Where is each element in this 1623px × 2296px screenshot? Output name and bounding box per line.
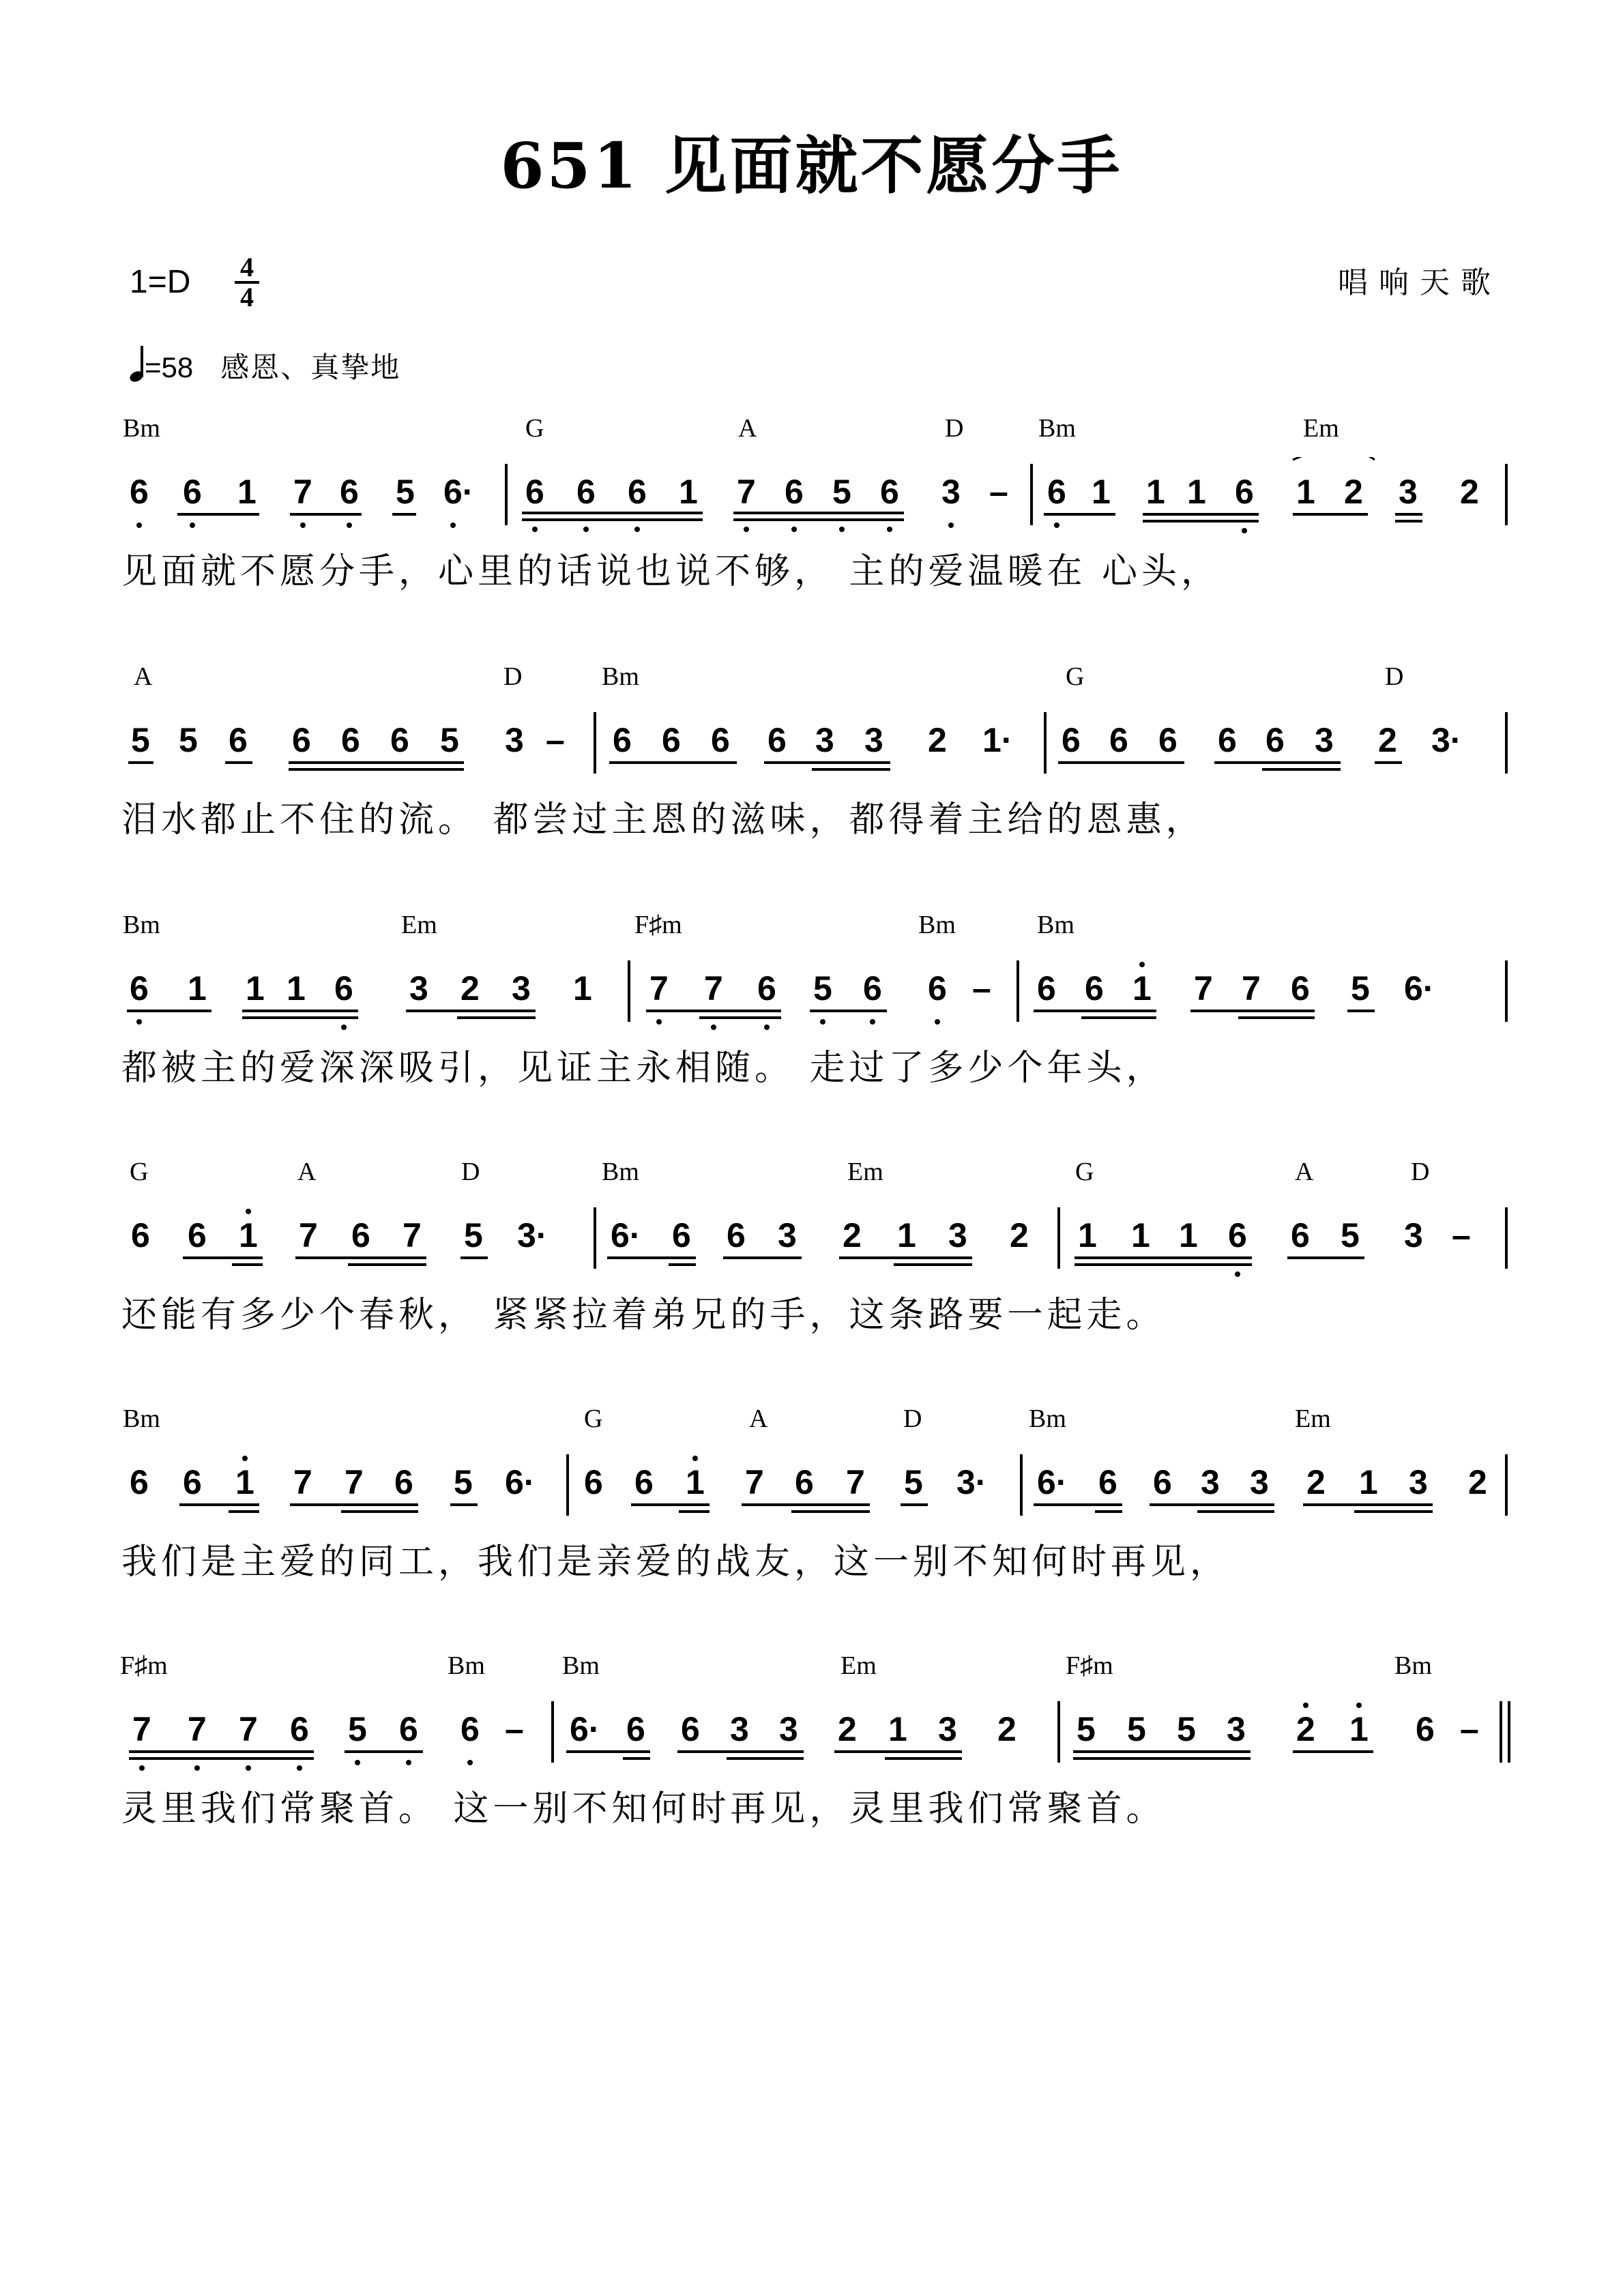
svg-text:6: 6 [183,473,202,511]
chord-label: Em [1295,1404,1331,1433]
svg-text:1: 1 [1092,473,1111,511]
chord-label: A [297,1158,317,1186]
svg-text:3: 3 [512,969,531,1007]
lyric-line: 都被主的爱深深吸引，见证主永相随。 走过了多少个年头， [121,1048,1166,1089]
svg-text:–: – [546,721,565,759]
svg-text:6: 6 [795,1463,814,1501]
svg-text:1·: 1· [982,721,1013,759]
chord-label: A [738,414,757,443]
svg-text:1: 1 [1296,473,1315,511]
measure-3-notes [1073,1703,1479,1758]
measure-3-notes [1058,721,1461,769]
svg-text:1: 1 [888,1710,907,1748]
svg-text:7: 7 [345,1463,364,1501]
svg-text:1: 1 [1146,473,1165,511]
svg-text:2: 2 [1306,1463,1326,1501]
chord-label: G [525,414,544,443]
svg-text:6: 6 [672,1216,691,1254]
svg-text:2: 2 [928,721,947,759]
svg-text:7: 7 [1242,969,1261,1007]
measure-2-notes [609,721,1012,769]
chord-label: F♯m [634,911,682,939]
chord-label: Bm [448,1651,485,1680]
chord-label: F♯m [120,1651,168,1680]
svg-text:1: 1 [287,969,306,1007]
svg-text:7: 7 [239,1710,258,1748]
svg-text:6: 6 [711,721,730,759]
chord-label: G [584,1404,603,1433]
svg-text:5: 5 [179,721,198,759]
svg-text:1: 1 [1187,473,1206,511]
svg-text:6: 6 [399,1710,418,1748]
svg-text:1: 1 [679,473,698,511]
svg-text:6: 6 [334,969,353,1007]
chord-label: D [903,1404,922,1433]
svg-text:6: 6 [1218,721,1237,759]
svg-text:2: 2 [460,969,480,1007]
lyric-line: 泪水都止不住的流。 都尝过主恩的滋味，都得着主给的恩惠， [121,799,1205,840]
measure-1-notes [129,1710,524,1771]
chord-label: D [1385,662,1404,691]
svg-text:6: 6 [626,1710,645,1748]
svg-text:6: 6 [1109,721,1128,759]
svg-text:3: 3 [779,1710,798,1748]
measure-1-notes [127,969,592,1030]
svg-text:3: 3 [1315,721,1334,759]
chord-label: Bm [602,662,639,691]
svg-text:6: 6 [290,1710,309,1748]
svg-text:3·: 3· [956,1463,987,1501]
chord-label: G [130,1158,149,1186]
svg-text:6: 6 [928,969,947,1007]
svg-text:6: 6 [525,473,544,511]
chord-label: Bm [1038,414,1076,443]
svg-text:3: 3 [1404,1216,1423,1254]
svg-text:6: 6 [1062,721,1081,759]
measure-1-notes [131,1209,547,1265]
svg-text:6: 6 [1228,1216,1247,1254]
svg-text:6·: 6· [611,1216,641,1254]
svg-text:2: 2 [1344,473,1363,511]
chord-label: A [134,662,153,691]
measure-1-notes [128,721,565,769]
svg-text:6: 6 [634,1463,654,1501]
svg-text:6: 6 [662,721,681,759]
svg-text:2: 2 [1378,721,1397,759]
svg-text:7: 7 [737,473,756,511]
svg-text:5: 5 [1177,1710,1196,1748]
svg-text:6: 6 [188,1216,207,1254]
svg-text:6: 6 [1235,473,1254,511]
svg-text:5: 5 [348,1710,367,1748]
svg-text:2: 2 [1010,1216,1029,1254]
svg-text:3: 3 [938,1710,957,1748]
svg-text:–: – [505,1710,524,1748]
svg-text:1: 1 [1359,1463,1378,1501]
svg-text:6: 6 [584,1463,603,1501]
svg-text:3: 3 [815,721,834,759]
chord-label: Bm [1037,911,1074,939]
svg-text:6: 6 [1266,721,1285,759]
svg-text:5: 5 [396,473,415,511]
measure-2-notes [584,1456,986,1512]
svg-text:3·: 3· [517,1216,548,1254]
time-signature-bottom: 4 [240,282,254,312]
svg-text:2: 2 [997,1710,1017,1748]
chord-label: Bm [1394,1651,1432,1680]
svg-text:5: 5 [1127,1710,1146,1748]
measure-2-notes [566,1710,1017,1758]
svg-text:1: 1 [1131,1216,1150,1254]
measure-3-notes [1034,962,1434,1018]
svg-text:6: 6 [785,473,804,511]
lyric-line: 见面就不愿分手，心里的话说也说不够， 主的爱温暖在 心头， [121,551,1221,592]
svg-text:6: 6 [1037,969,1056,1007]
svg-text:7: 7 [299,1216,318,1254]
tempo-bpm: =58 [145,351,194,383]
quarter-note-icon [130,346,145,381]
svg-text:6: 6 [390,721,409,759]
chord-label: D [945,414,964,443]
svg-text:6: 6 [880,473,899,511]
svg-text:6·: 6· [570,1710,600,1748]
svg-text:3: 3 [505,721,524,759]
svg-text:6: 6 [767,721,787,759]
svg-text:6: 6 [1158,721,1178,759]
svg-text:1: 1 [1349,1710,1369,1748]
svg-text:1: 1 [235,1463,254,1501]
svg-text:7: 7 [704,969,723,1007]
svg-text:6: 6 [351,1216,370,1254]
svg-text:6: 6 [1098,1463,1117,1501]
svg-text:3: 3 [941,473,961,511]
chord-label: Bm [123,1404,160,1433]
svg-text:6: 6 [1416,1710,1435,1748]
svg-text:3: 3 [1250,1463,1269,1501]
svg-text:6·: 6· [1037,1463,1068,1501]
chord-label: Em [401,911,437,939]
measure-2-notes [607,1216,1029,1265]
svg-text:6: 6 [576,473,596,511]
svg-text:1: 1 [686,1463,705,1501]
svg-text:6: 6 [130,1463,149,1501]
chord-label: Em [847,1158,883,1186]
svg-text:3·: 3· [1431,721,1462,759]
chord-label: Bm [123,911,160,939]
chord-label: D [503,662,523,691]
chord-label: Em [840,1651,877,1680]
chord-label: Bm [918,911,956,939]
svg-text:1: 1 [1078,1216,1097,1254]
measure-3-notes [1074,1216,1471,1277]
svg-text:5: 5 [1351,969,1370,1007]
svg-text:5: 5 [131,721,150,759]
svg-text:2: 2 [1296,1710,1315,1748]
svg-text:6: 6 [341,721,360,759]
svg-text:5: 5 [440,721,459,759]
svg-text:5: 5 [813,969,832,1007]
svg-text:6: 6 [130,969,149,1007]
svg-text:2: 2 [838,1710,857,1748]
svg-text:3: 3 [409,969,428,1007]
chord-label: Em [1303,414,1339,443]
svg-text:6: 6 [394,1463,413,1501]
svg-text:7: 7 [1194,969,1213,1007]
measure-3-notes [1044,457,1479,533]
svg-text:6: 6 [460,1710,480,1748]
svg-text:6·: 6· [505,1463,536,1501]
svg-text:3: 3 [1409,1463,1428,1501]
svg-text:1: 1 [237,473,257,511]
svg-text:6: 6 [183,1463,202,1501]
lyric-line: 还能有多少个春秋， 紧紧拉着弟兄的手，这条路要一起走。 [121,1295,1166,1336]
svg-text:6: 6 [340,473,359,511]
svg-text:7: 7 [188,1710,207,1748]
songbook-name: 唱响天歌 [1338,265,1502,300]
chord-label: A [1295,1158,1314,1186]
svg-text:6: 6 [613,721,632,759]
svg-text:3: 3 [1201,1463,1220,1501]
svg-text:5: 5 [1077,1710,1096,1748]
svg-text:7: 7 [132,1710,151,1748]
svg-text:5: 5 [1341,1216,1360,1254]
measure-1-notes [130,1456,535,1512]
svg-text:–: – [989,473,1008,511]
chord-label: Bm [562,1651,600,1680]
svg-text:6: 6 [1153,1463,1172,1501]
measure-2-notes [522,473,1008,532]
svg-text:6: 6 [1291,969,1310,1007]
measure-3-notes [1034,1463,1487,1512]
svg-text:3: 3 [730,1710,749,1748]
chord-label: A [749,1404,768,1433]
svg-text:6: 6 [131,1216,150,1254]
measure-1-notes [130,473,473,528]
chord-label: D [1411,1158,1430,1186]
svg-text:6: 6 [727,1216,746,1254]
svg-text:2: 2 [843,1216,862,1254]
svg-text:6·: 6· [1404,969,1435,1007]
svg-text:6: 6 [681,1710,700,1748]
svg-text:5: 5 [454,1463,473,1501]
tempo-marking [130,345,400,386]
svg-text:6: 6 [1085,969,1104,1007]
svg-text:7: 7 [293,473,312,511]
chord-label: Bm [602,1158,639,1186]
svg-text:7: 7 [649,969,669,1007]
svg-text:6: 6 [863,969,882,1007]
svg-text:1: 1 [1132,969,1152,1007]
svg-text:–: – [1460,1710,1479,1748]
expression-marking: 感恩、真挚地 [220,351,401,384]
lyric-line: 灵里我们常聚首。 这一别不知何时再见，灵里我们常聚首。 [121,1789,1166,1829]
svg-text:1: 1 [1179,1216,1198,1254]
svg-text:6: 6 [292,721,311,759]
svg-text:3: 3 [778,1216,797,1254]
svg-text:5: 5 [464,1216,483,1254]
svg-text:7: 7 [293,1463,312,1501]
svg-text:6: 6 [229,721,248,759]
svg-text:3: 3 [1399,473,1418,511]
svg-text:6: 6 [1291,1216,1310,1254]
svg-text:1: 1 [239,1216,258,1254]
svg-text:3: 3 [948,1216,967,1254]
svg-text:2: 2 [1460,473,1479,511]
svg-text:6: 6 [1047,473,1066,511]
svg-text:6: 6 [757,969,776,1007]
svg-text:1: 1 [188,969,207,1007]
svg-text:7: 7 [745,1463,764,1501]
lyric-line: 我们是主爱的同工，我们是亲爱的战友，这一别不知何时再见， [121,1542,1230,1583]
svg-text:6·: 6· [443,473,474,511]
svg-text:2: 2 [1468,1463,1487,1501]
svg-text:–: – [1452,1216,1471,1254]
chord-label: D [461,1158,480,1186]
chord-label: Bm [1029,1404,1066,1433]
key-signature: 1=D [130,264,191,300]
chord-label: F♯m [1066,1651,1113,1680]
svg-text:6: 6 [628,473,647,511]
chord-label: G [1066,662,1085,691]
measure-2-notes [646,969,991,1030]
svg-text:7: 7 [403,1216,422,1254]
svg-text:3: 3 [864,721,883,759]
svg-text:5: 5 [904,1463,923,1501]
song-title: 651 见面就不愿分手 [500,129,1123,203]
svg-text:3: 3 [1227,1710,1246,1748]
chord-label: G [1075,1158,1094,1186]
svg-text:6: 6 [130,473,149,511]
svg-text:1: 1 [246,969,265,1007]
svg-text:–: – [972,969,991,1007]
svg-text:5: 5 [832,473,851,511]
time-signature [233,254,261,311]
chord-label: Bm [123,414,160,443]
svg-text:7: 7 [846,1463,865,1501]
svg-text:1: 1 [897,1216,916,1254]
time-signature-top: 4 [240,252,254,282]
svg-text:1: 1 [573,969,592,1007]
